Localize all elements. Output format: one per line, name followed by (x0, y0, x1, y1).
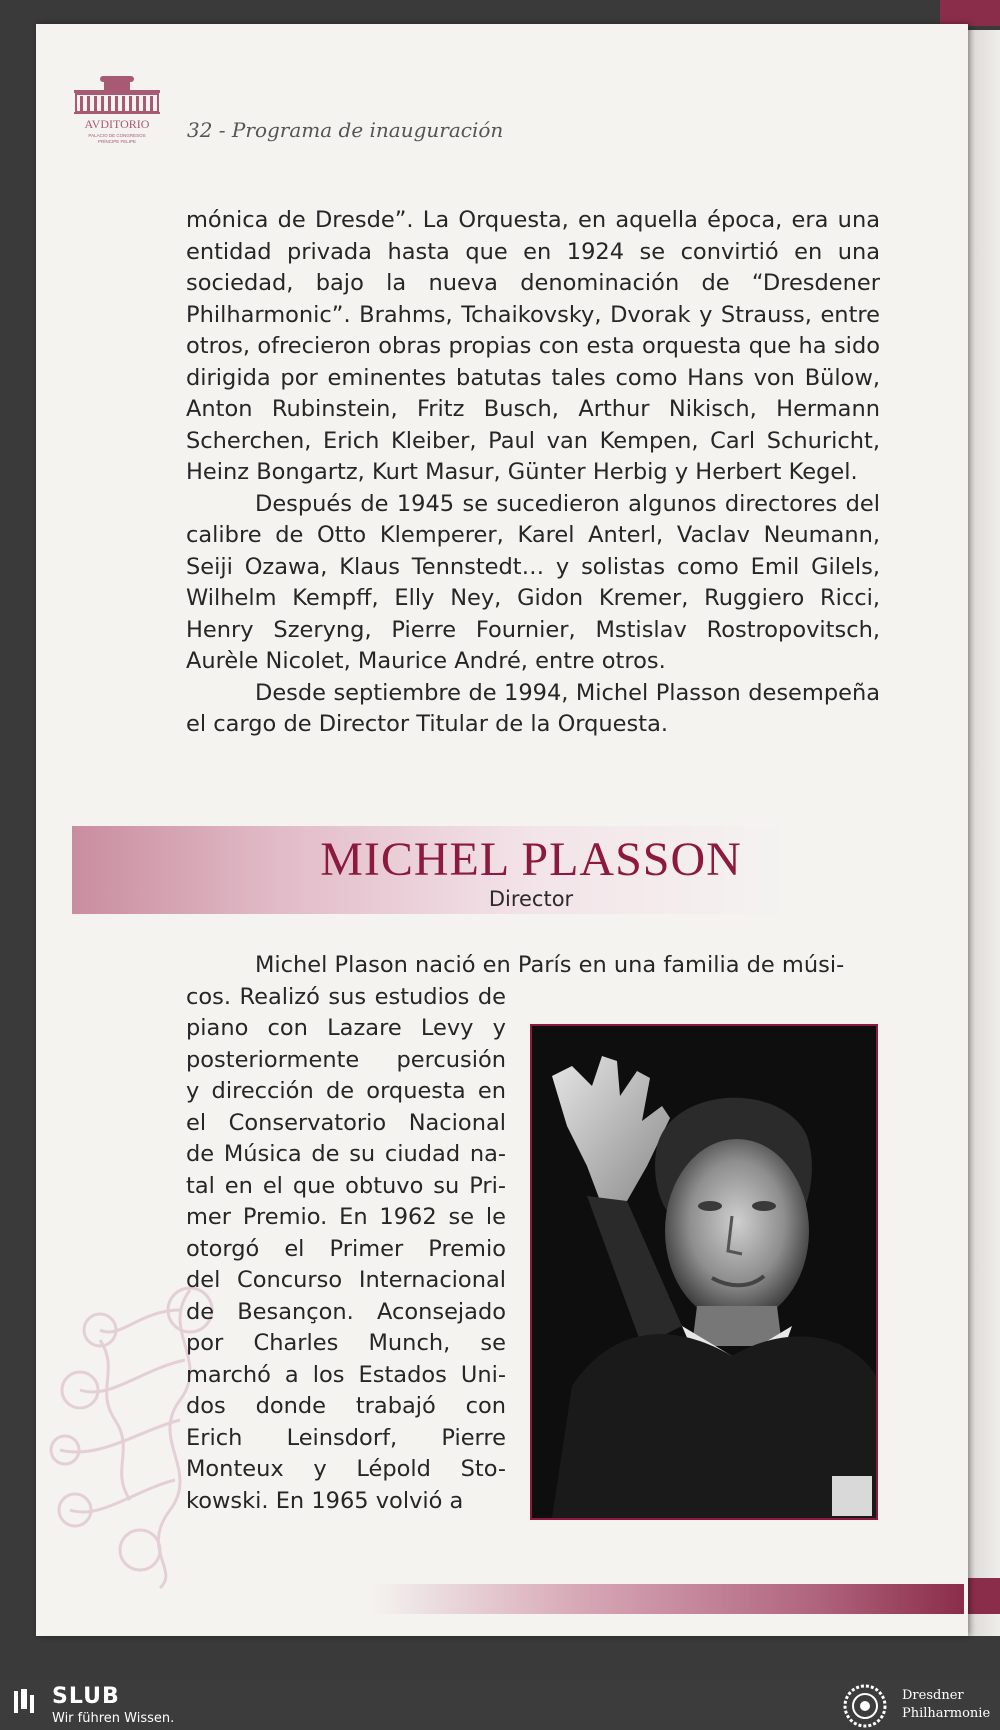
bio-line: Erich Leinsdorf, Pierre (186, 1424, 506, 1451)
orchestra-history-text (186, 205, 880, 741)
library-tagline: Wir führen Wissen. (52, 1711, 175, 1726)
bio-line: otorgó el Primer Premio (186, 1235, 506, 1262)
partner-name-line-1: Dresdner (902, 1688, 964, 1703)
bio-line: piano con Lazare Levy y (186, 1015, 506, 1041)
bottom-decorative-band (372, 1584, 964, 1614)
slub-logo-icon (14, 1689, 42, 1715)
bio-line: posteriormente percusión (186, 1046, 506, 1073)
logo-subtext-2: PRÍNCIPE FELIPE (97, 139, 137, 144)
partner-name-line-2: Philharmonie (902, 1706, 991, 1721)
bio-line: por Charles Munch, se (186, 1330, 506, 1356)
logo-subtext-1: PALACIO DE CONGRESOS (88, 133, 146, 138)
section-subtitle: Director (488, 887, 574, 911)
philharmonie-logo-icon (842, 1683, 888, 1729)
bio-line: dos donde trabajó con (186, 1393, 506, 1419)
paragraph-3: Desde septiembre de 1994, Michel Plasson desempeña el cargo de Director Titular de la Orquesta. (186, 679, 880, 737)
bio-line: del Concurso Internacional (186, 1267, 506, 1293)
bio-line: marchó a los Estados Uni- (186, 1361, 506, 1388)
logo-text: AVDITORIO (84, 117, 150, 131)
bio-line: el Conservatorio Nacional (186, 1109, 506, 1136)
bio-line: de Besançon. Aconsejado (186, 1298, 506, 1325)
bio-line: kowski. En 1965 volvió a (186, 1487, 464, 1514)
bio-line: tal en el que obtuvo su Pri- (186, 1172, 506, 1199)
library-name: SLUB (52, 1684, 120, 1709)
top-edge-strip (940, 0, 1000, 26)
bio-line: Monteux y Lépold Sto- (186, 1456, 506, 1482)
bio-line: de Música de su ciudad na- (186, 1141, 506, 1167)
paragraph-2: Después de 1945 se sucedieron algunos directores del calibre de Otto Klemperer, Karel Anterl, Vaclav Neumann, Seiji Ozawa, Klaus Tennstedt… y solistas como Emil Gilels, Wilhelm Kempff, Elly Ney, Gidon Kremer, Ruggiero Ricci, Henry Szeryng, Pierre Fournier, Mstislav Rostropovitsch, Aurèle Nicolet, Maurice André, entre otros. (186, 490, 880, 674)
portrait-photo (530, 1024, 878, 1520)
paragraph-1: mónica de Dresde”. La Orquesta, en aquella época, era una entidad privada hasta que en 1924 se convirtió en una sociedad, bajo la nueva denominación de “Dresdener Philharmonic”. Brahms, Tchaikovsky, Dvorak y Strauss, entre otros, ofrecieron obras propias con esta orquesta que ha sido dirigida por eminentes batutas tales como Hans von Bülow, Anton Rubinstein, Fritz Busch, Arthur Nikisch, Hermann Scherchen, Erich Kleiber, Paul van Kempen, Carl Schuricht, Heinz Bongartz, Kurt Masur, Günter Herbig y Herbert Kegel. (186, 207, 880, 485)
bio-line: cos. Realizó sus estudios de (186, 983, 506, 1010)
bio-line: y dirección de orquesta en (186, 1078, 506, 1104)
bio-line: mer Premio. En 1962 se le (186, 1204, 506, 1230)
footer-bar (0, 1680, 1000, 1730)
page-folio: 32 - Programa de inauguración (187, 118, 504, 142)
section-title: MICHEL PLASSON (320, 833, 742, 886)
auditorio-logo (72, 72, 162, 152)
bio-first-line: Michel Plason nació en París en una familia de músi- (255, 952, 845, 978)
